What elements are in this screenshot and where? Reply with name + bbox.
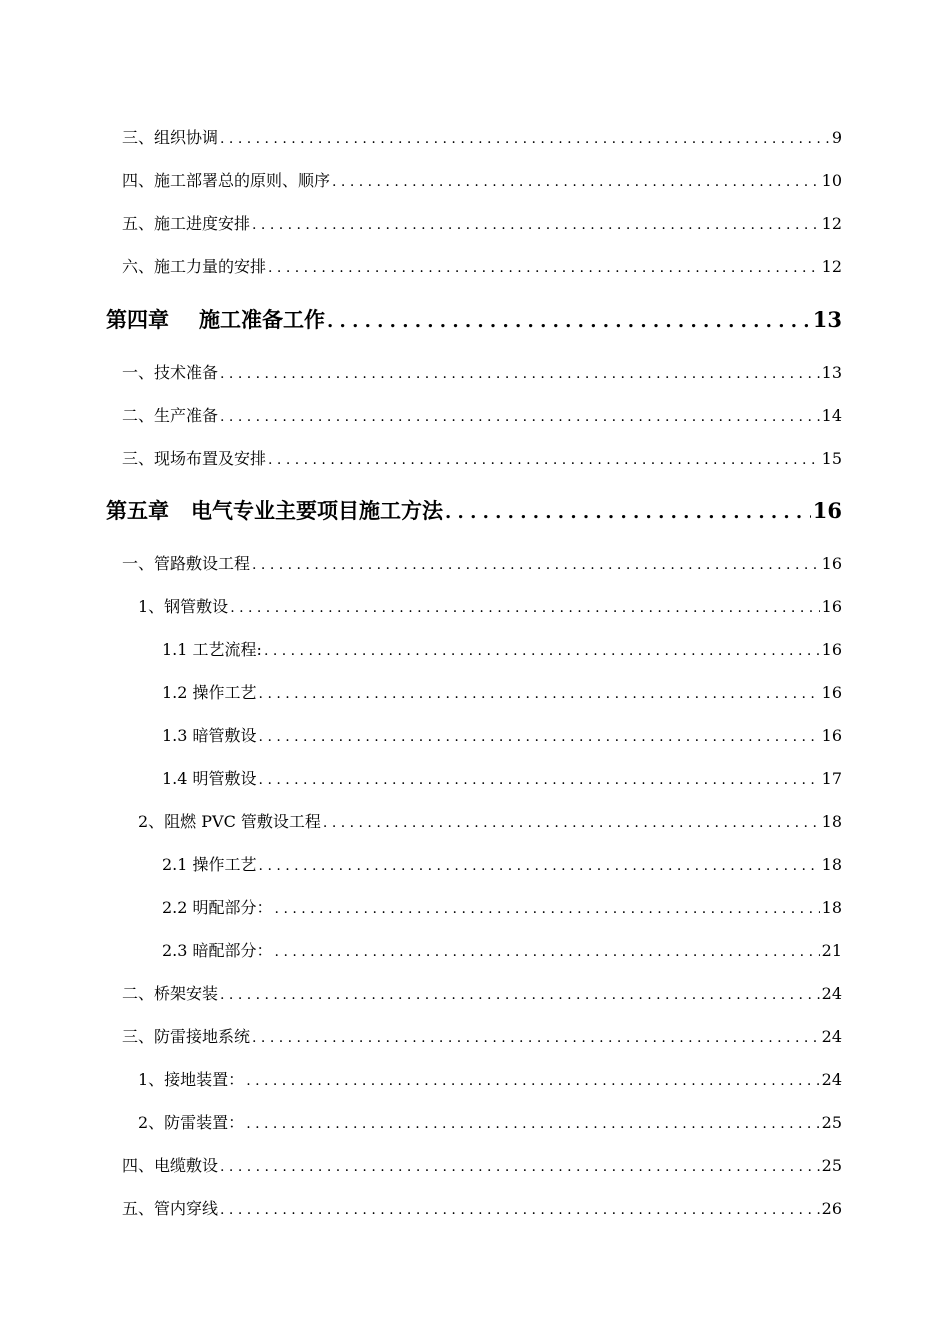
toc-entry-title: 二、生产准备 bbox=[122, 406, 219, 425]
toc-dot-leader bbox=[252, 217, 820, 233]
toc-page-number: 16 bbox=[821, 726, 842, 745]
toc-dot-leader bbox=[220, 1202, 820, 1218]
toc-entry[interactable] bbox=[122, 403, 842, 425]
toc-dot-leader bbox=[230, 600, 819, 616]
toc-dot-leader bbox=[220, 409, 820, 425]
toc-entry-title: 五、施工进度安排 bbox=[122, 214, 251, 233]
toc-entry-title: 五、管内穿线 bbox=[122, 1199, 219, 1218]
toc-dot-leader bbox=[327, 311, 811, 332]
toc-chapter-number: 第五章 bbox=[106, 498, 169, 523]
toc-entry[interactable] bbox=[138, 1110, 842, 1132]
toc-entry-title: 1.4 明管敷设 bbox=[162, 769, 257, 788]
toc-dot-leader bbox=[259, 858, 820, 874]
toc-dot-leader bbox=[259, 772, 820, 788]
toc-page-number: 18 bbox=[821, 898, 842, 917]
toc-entry-title: 1.3 暗管敷设 bbox=[162, 726, 257, 745]
toc-entry[interactable] bbox=[162, 938, 842, 960]
toc-entry[interactable] bbox=[162, 895, 842, 917]
toc-page-number: 25 bbox=[821, 1156, 842, 1175]
toc-page-number: 9 bbox=[831, 128, 842, 147]
toc-entry[interactable] bbox=[122, 551, 842, 573]
toc-page-number: 12 bbox=[821, 214, 842, 233]
toc-entry[interactable] bbox=[122, 446, 842, 468]
toc-dot-leader bbox=[252, 557, 820, 573]
toc-entry[interactable] bbox=[122, 254, 842, 276]
toc-entry[interactable] bbox=[162, 637, 842, 659]
toc-dot-leader bbox=[220, 131, 830, 147]
toc-dot-leader bbox=[246, 1073, 819, 1089]
toc-dot-leader bbox=[445, 502, 811, 523]
toc-entry[interactable] bbox=[162, 766, 842, 788]
toc-page-number: 12 bbox=[821, 257, 842, 276]
toc-dot-leader bbox=[259, 686, 820, 702]
toc-dot-leader bbox=[323, 815, 820, 831]
toc-entry-title: 一、技术准备 bbox=[122, 363, 219, 382]
toc-entry[interactable] bbox=[138, 1067, 842, 1089]
toc-dot-leader bbox=[275, 944, 820, 960]
toc-page-number: 13 bbox=[812, 307, 842, 332]
toc-dot-leader bbox=[268, 452, 820, 468]
toc-entry-title: 三、防雷接地系统 bbox=[122, 1027, 251, 1046]
toc-entry[interactable] bbox=[122, 981, 842, 1003]
toc-page-number: 13 bbox=[821, 363, 842, 382]
toc-entry[interactable] bbox=[122, 168, 842, 190]
toc-entry-title: 四、电缆敷设 bbox=[122, 1156, 219, 1175]
toc-dot-leader bbox=[264, 643, 820, 659]
toc-page-number: 24 bbox=[821, 984, 842, 1003]
toc-chapter-number: 第四章 bbox=[106, 307, 169, 332]
toc-page-number: 16 bbox=[812, 498, 842, 523]
toc-entry-title: 1.2 操作工艺 bbox=[162, 683, 257, 702]
toc-entry[interactable] bbox=[138, 594, 842, 616]
toc-dot-leader bbox=[252, 1030, 820, 1046]
toc-entry-title: 一、管路敷设工程 bbox=[122, 554, 251, 573]
toc-page-number: 18 bbox=[821, 812, 842, 831]
toc-chapter-entry[interactable] bbox=[106, 304, 842, 334]
toc-page-number: 24 bbox=[821, 1070, 842, 1089]
toc-page-number: 21 bbox=[821, 941, 842, 960]
toc-entry-title: 1、接地装置： bbox=[138, 1070, 245, 1089]
toc-entry[interactable] bbox=[122, 1024, 842, 1046]
toc-entry-title: 2.2 明配部分： bbox=[162, 898, 273, 917]
toc-page-number: 16 bbox=[821, 597, 842, 616]
toc-dot-leader bbox=[268, 260, 820, 276]
toc-dot-leader bbox=[259, 729, 820, 745]
toc-entry[interactable] bbox=[138, 809, 842, 831]
toc-entry[interactable] bbox=[122, 211, 842, 233]
toc-page-number: 16 bbox=[821, 554, 842, 573]
toc-dot-leader bbox=[220, 366, 820, 382]
toc-entry-title: 2、防雷装置： bbox=[138, 1113, 245, 1132]
toc-chapter-entry[interactable] bbox=[106, 495, 842, 525]
toc-entry[interactable] bbox=[122, 1153, 842, 1175]
toc-dot-leader bbox=[332, 174, 820, 190]
toc-page-number: 17 bbox=[821, 769, 842, 788]
toc-page-number: 15 bbox=[821, 449, 842, 468]
toc-entry-title: 1、钢管敷设 bbox=[138, 597, 229, 616]
toc-page-number: 14 bbox=[821, 406, 842, 425]
toc-page-number: 10 bbox=[821, 171, 842, 190]
toc-chapter-title: 施工准备工作 bbox=[199, 307, 325, 332]
toc-page-number: 25 bbox=[821, 1113, 842, 1132]
toc-entry[interactable] bbox=[122, 125, 842, 147]
toc-entry-title: 四、施工部署总的原则、顺序 bbox=[122, 171, 331, 190]
toc-entry-title: 三、现场布置及安排 bbox=[122, 449, 267, 468]
toc-entry[interactable] bbox=[122, 1196, 842, 1218]
toc-entry-title: 二、桥架安装 bbox=[122, 984, 219, 1003]
toc-page-number: 26 bbox=[821, 1199, 842, 1218]
toc-page-number: 16 bbox=[821, 640, 842, 659]
toc-entry[interactable] bbox=[162, 852, 842, 874]
toc-entry-title: 六、施工力量的安排 bbox=[122, 257, 267, 276]
toc-entry[interactable] bbox=[122, 360, 842, 382]
toc-entry-title: 三、组织协调 bbox=[122, 128, 219, 147]
toc-chapter-title: 电气专业主要项目施工方法 bbox=[191, 498, 443, 523]
toc-entry-title: 2.1 操作工艺 bbox=[162, 855, 257, 874]
toc-dot-leader bbox=[220, 1159, 820, 1175]
toc-entry[interactable] bbox=[162, 723, 842, 745]
toc-entry-title: 1.1 工艺流程: bbox=[162, 640, 262, 659]
toc-dot-leader bbox=[246, 1116, 819, 1132]
toc-entry-title: 2.3 暗配部分： bbox=[162, 941, 273, 960]
toc-page-number: 24 bbox=[821, 1027, 842, 1046]
toc-dot-leader bbox=[220, 987, 820, 1003]
toc-entry[interactable] bbox=[162, 680, 842, 702]
toc-page-number: 18 bbox=[821, 855, 842, 874]
toc-dot-leader bbox=[275, 901, 820, 917]
toc-entry-title: 2、阻燃 PVC 管敷设工程 bbox=[138, 812, 321, 831]
toc-page-number: 16 bbox=[821, 683, 842, 702]
